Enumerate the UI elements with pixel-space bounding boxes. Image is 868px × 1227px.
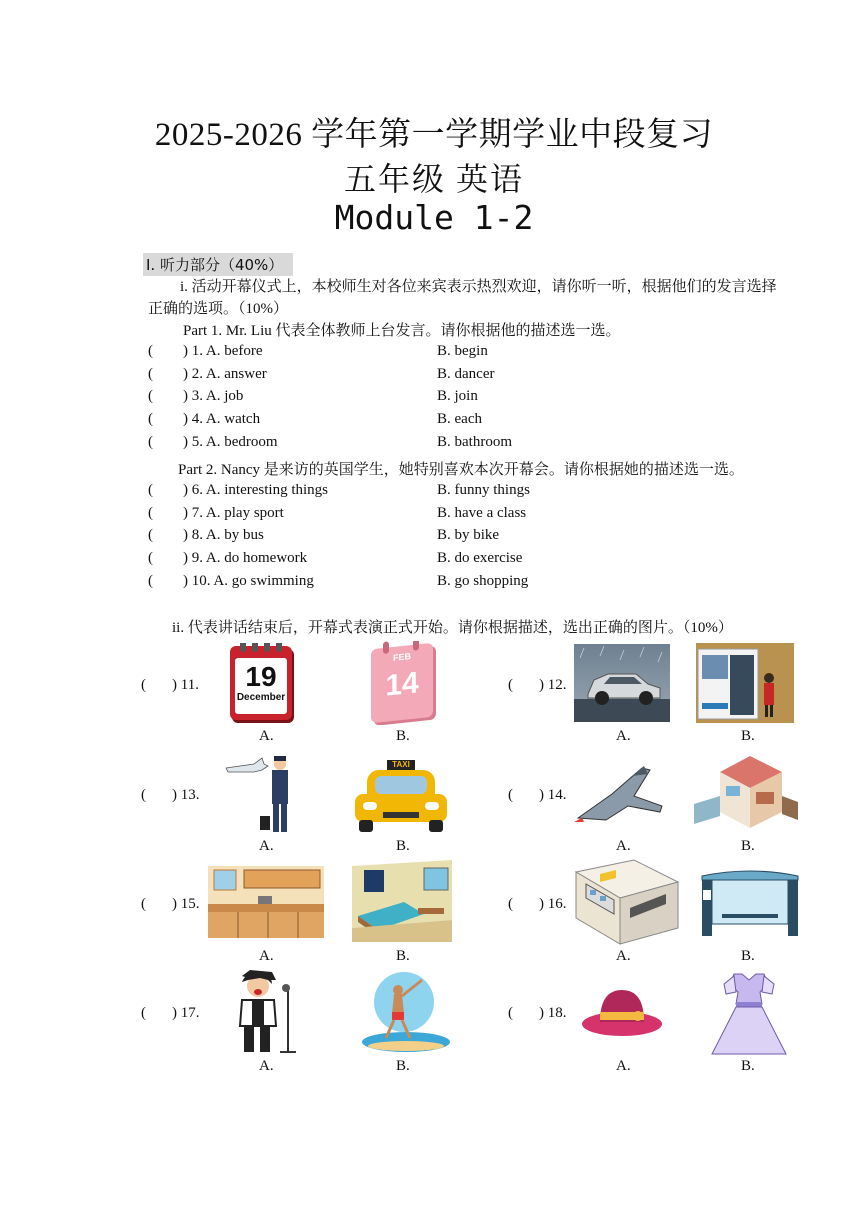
option-b: B. each [437,411,482,428]
option-label-13a: A. [259,838,274,854]
option-b: B. have a class [437,504,527,521]
bus-boarding-image [696,643,794,723]
taxi-image: TAXI [351,758,451,834]
module-title: Module 1-2 [334,198,534,237]
kitchen-image [208,866,324,938]
answer-bracket[interactable]: ( [148,365,153,382]
answer-bracket[interactable]: ( [148,527,153,544]
option-a: ) 6. A. interesting things [183,482,328,498]
option-label-12b: B. [741,728,755,744]
option-b: B. bathroom [437,433,512,450]
option-label-17b: B. [396,1058,410,1074]
instructions-1 [148,276,813,320]
part2-heading: Part 2. Nancy 是来访的英国学生，她特别喜欢本次开幕会。请你根据她的描述选一选。 [178,462,744,478]
option-a: ) 4. A. watch [183,411,261,428]
answer-bracket[interactable]: ( [148,433,153,450]
option-label-17a: A. [259,1058,274,1074]
answer-bracket[interactable]: ( [148,411,153,428]
option-label-16a: A. [616,948,631,964]
part1-heading: Part 1. Mr. Liu 代表全体教师上台发言。请你根据他的描述选一选。 [183,323,621,339]
option-label-15a: A. [259,948,274,964]
option-a: ) 8. A. by bus [183,527,264,544]
answer-bracket[interactable]: ( [148,482,153,498]
option-label-12a: A. [616,728,631,744]
option-b: B. go shopping [437,572,529,589]
option-b: B. join [437,388,478,405]
question-12: ( ) 12. [508,677,567,693]
pilot-image [224,752,304,836]
answer-bracket[interactable]: ( [148,388,153,405]
question-15: ( ) 15. [141,896,200,912]
question-13: ( ) 13. [141,787,200,803]
option-label-14a: A. [616,838,631,854]
option-label-16b: B. [741,948,755,964]
option-a: ) 9. A. do homework [183,550,308,567]
option-a: ) 1. A. before [183,343,263,359]
answer-bracket[interactable]: ( [148,504,153,521]
question-17: ( ) 17. [141,1005,200,1021]
section-heading: I. 听力部分（40%） [143,253,293,276]
instructions-2: ii. 代表讲话结束后，开幕式表演正式开始。请你根据描述，选出正确的图片。（10%） [172,620,733,636]
answer-bracket[interactable]: ( [148,343,153,359]
bedroom-image [348,858,456,944]
hat-image [578,984,666,1040]
page-subtitle: 五年级 英语 [343,161,524,197]
option-b: B. dancer [437,365,495,382]
house-cutaway-image [690,752,800,836]
option-a: ) 10. A. go swimming [183,572,314,589]
swimming-image [356,972,456,1054]
option-b: B. begin [437,343,488,359]
option-a: ) 2. A. answer [183,365,267,382]
question-18: ( ) 18. [508,1005,567,1021]
fighter-jet-image [572,760,672,826]
singer-image [228,970,304,1056]
question-16: ( ) 16. [508,896,567,912]
option-a: ) 5. A. bedroom [183,433,278,450]
answer-bracket[interactable]: ( [148,572,153,589]
option-label-11a: A. [259,728,274,744]
option-b: B. funny things [437,482,530,498]
option-label-15b: B. [396,948,410,964]
option-a: ) 7. A. play sport [183,504,284,521]
option-label-11b: B. [396,728,410,744]
calendar-feb-image: FEB 14 [364,641,440,725]
option-label-18b: B. [741,1058,755,1074]
answer-bracket[interactable]: ( [148,550,153,567]
bus-stop-image [698,868,802,938]
subway-station-image [570,858,682,948]
dress-image [704,970,794,1058]
car-in-rain-image [574,644,670,722]
option-b: B. by bike [437,527,500,544]
option-a: ) 3. A. job [183,388,244,405]
question-11: ( ) 11. [141,677,199,693]
question-14: ( ) 14. [508,787,567,803]
option-label-14b: B. [741,838,755,854]
calendar-december-image: 19 December [228,643,294,723]
instructions-1-line1: i. 活动开幕仪式上，本校师生对各位来宾表示热烈欢迎，请你听一听，根据他们的发言选择 [180,279,777,295]
instructions-1-line2: 正确的选项。（10%） [148,301,288,317]
page-title: 2025-2026 学年第一学期学业中段复习 [154,117,714,153]
option-label-18a: A. [616,1058,631,1074]
option-label-13b: B. [396,838,410,854]
option-b: B. do exercise [437,550,523,567]
